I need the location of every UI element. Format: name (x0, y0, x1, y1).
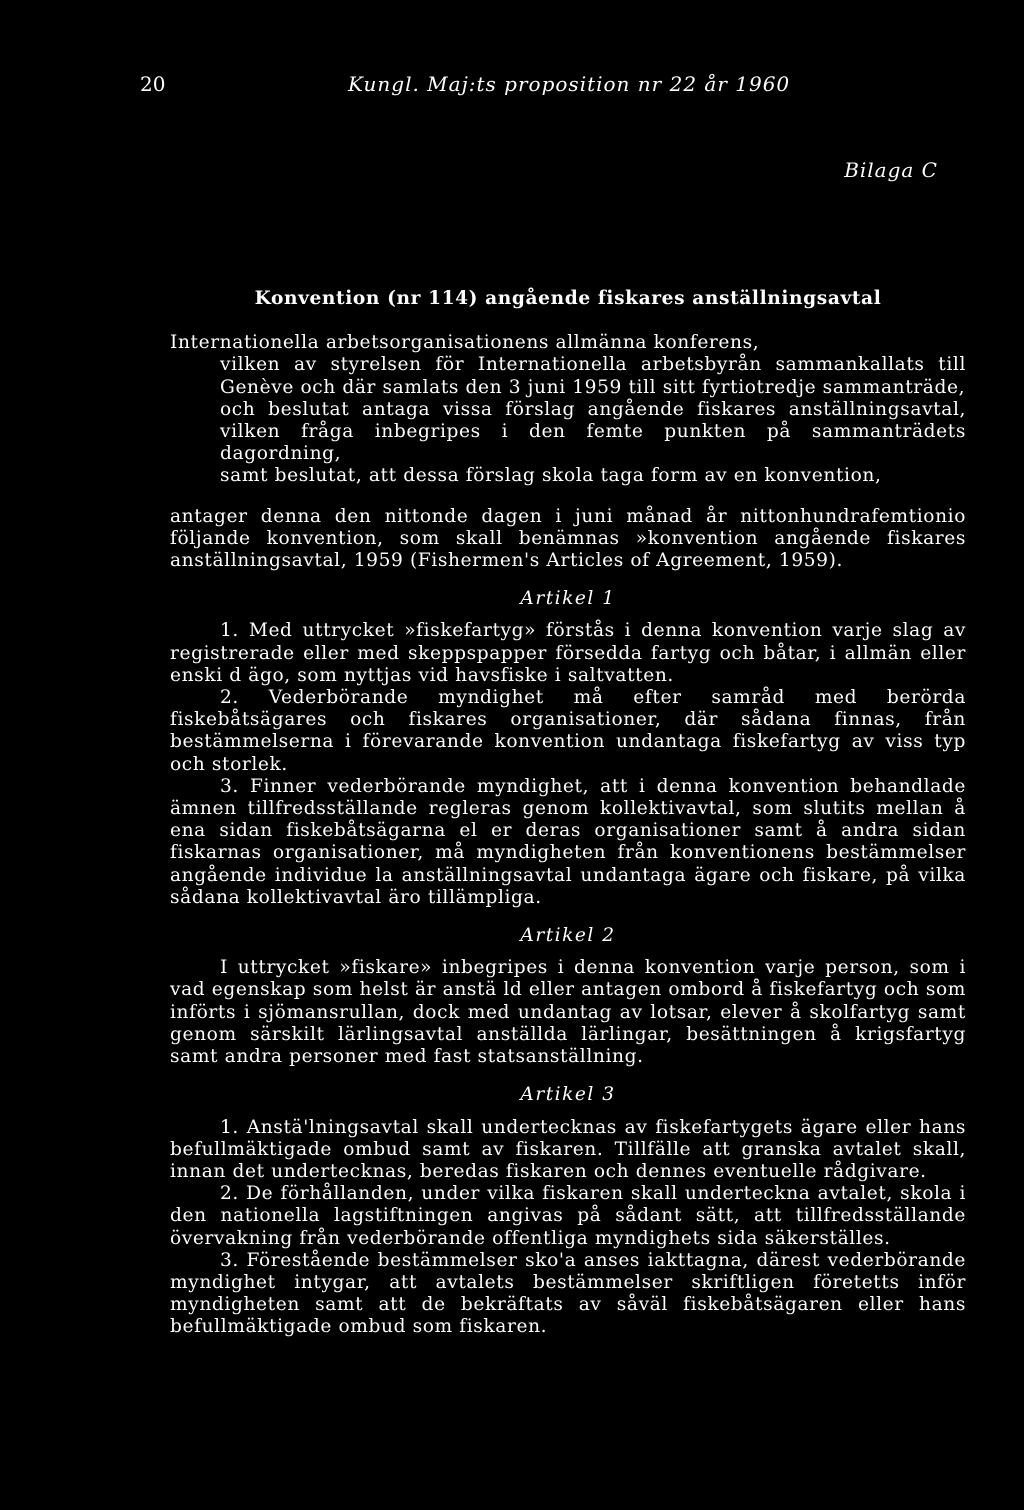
convention-title: Konvention (nr 114) angående fiskares anställningsavtal (254, 288, 882, 309)
preamble-line: Internationella arbetsorganisationens allmänna konferens, (170, 332, 760, 354)
running-title: Kungl. Maj:ts proposition nr 22 år 1960 (348, 72, 791, 96)
document-body (170, 288, 966, 1339)
preamble-text: vilken av styrelsen för Internationella arbetsbyrån sammankallats till Genève och där samlats den 3 juni 1959 till sitt fyrtiotredje sammanträde, (220, 354, 966, 398)
adoption-paragraph: antager denna den nittonde dagen i juni månad år nittonhundrafemtionio följande konvention, som skall benämnas »konvention angående fiskares anställningsavtal, 1959 (Fishermen's Articles of Agreement, 1959). (170, 505, 966, 572)
article-paragraph: 2. De förhållanden, under vilka fiskaren skall underteckna avtalet, skola i den nationella lagstiftningen angivas på sådant sätt, att tillfredsställande övervakning från vederbörande offentliga myndighets sida säkerställes. (170, 1183, 966, 1249)
preamble-text: samt beslutat, att dessa förslag skola taga form av en konvention, (220, 465, 882, 487)
article-heading: Artikel 1 (520, 588, 616, 610)
article-heading: Artikel 2 (520, 925, 616, 947)
document-page (140, 0, 966, 1510)
preamble-line (170, 354, 966, 398)
article-paragraph: 1. Anstä'lningsavtal skall undertecknas av fiskefartygets ägare eller hans befullmäktigade ombud samt av fiskaren. Tillfälle att granska avtalet skall, innan det undertecknas, beredas fiskaren och dennes eventuelle rådgivare. (170, 1116, 966, 1182)
article-paragraph: 3. Finner vederbörande myndighet, att i denna konvention behandlade ämnen tillfredsställande regleras genom kollektivavtal, som slutits mellan å ena sidan fiskebåtsägarna el er deras organisationer samt å andra sidan fiskarnas organisationer, må myndigheten från konventionens bestämmelser angående individue la anställningsavtal undantaga ägare och fiskare, på vilka sådana kollektivavtal äro tillämpliga. (170, 775, 966, 908)
page-number: 20 (140, 72, 166, 96)
preamble-line (170, 465, 966, 487)
page-header (140, 72, 960, 106)
article-heading: Artikel 3 (520, 1084, 616, 1106)
article-paragraph: I uttrycket »fiskare» inbegripes i denna konvention varje person, som i vad egenskap som helst är anstä ld eller antagen ombord å fiskefartyg och som införts i sjömansrullan, dock med undantag av lotsar, elever å skolfartyg samt genom särskilt lärlingsavtal anställda lärlingar, besättningen å krigsfartyg samt andra personer med fast statsanställning. (170, 957, 966, 1068)
appendix-label: Bilaga C (844, 158, 938, 182)
preamble-text: och beslutat antaga vissa förslag angående fiskares anställningsavtal, vilken fråga inbegripes i den femte punkten på sammanträdets dagordning, (220, 398, 966, 465)
article-paragraph: 3. Förestående bestämmelser sko'a anses iakttagna, därest vederbörande myndighet intygar, att avtalets bestämmelser skriftligen företetts inför myndigheten samt att de bekräftats av såväl fiskebåtsägaren eller hans befullmäktigade ombud som fiskaren. (170, 1249, 966, 1338)
article-paragraph: 1. Med uttrycket »fiskefartyg» förstås i denna konvention varje slag av registrerade eller med skeppspapper försedda fartyg och båtar, i allmän eller enski d ägo, som nyttjas vid havsfiske i saltvatten. (170, 620, 966, 686)
article-paragraph: 2. Vederbörande myndighet må efter samråd med berörda fiskebåtsägares och fiskares organisationer, där sådana finnas, från bestämmelserna i förevarande konvention undantaga fiskefartyg av viss typ och storlek. (170, 687, 966, 775)
preamble-line (170, 399, 966, 466)
